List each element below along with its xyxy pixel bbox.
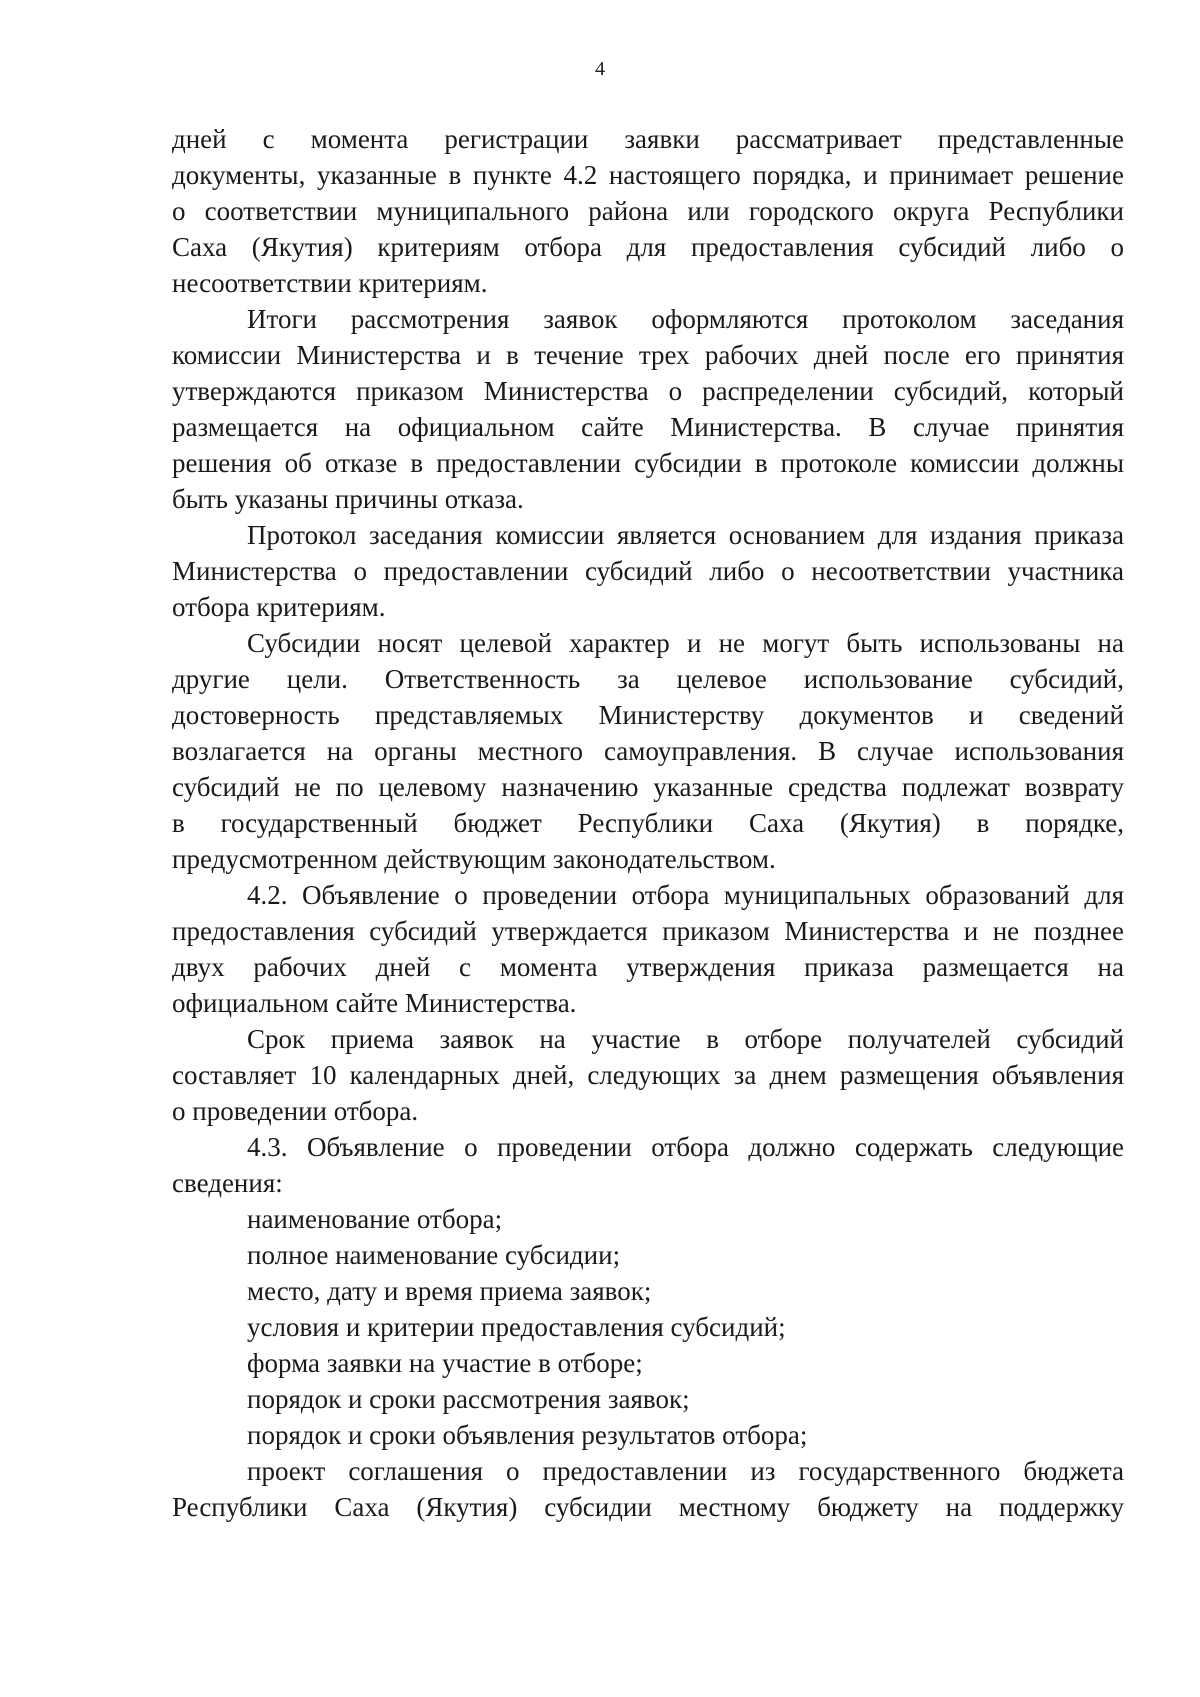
text-line: размещается на официальном сайте Министерства. В случае принятия	[172, 412, 1124, 442]
text-line: о проведении отбора.	[172, 1096, 419, 1126]
text-line: в государственный бюджет Республики Саха (Якутия) в порядке,	[172, 808, 1124, 838]
text-line: проект соглашения о предоставлении из государственного бюджета	[247, 1456, 1124, 1486]
text-line: Итоги рассмотрения заявок оформляются протоколом заседания	[247, 304, 1124, 334]
text-line: составляет 10 календарных дней, следующих за днем размещения объявления	[172, 1060, 1124, 1090]
text-line: двух рабочих дней с момента утверждения приказа размещается на	[172, 952, 1124, 982]
text-line: субсидий не по целевому назначению указанные средства подлежат возврату	[172, 772, 1124, 802]
page-number: 4	[595, 58, 605, 80]
text-line: быть указаны причины отказа.	[172, 484, 524, 514]
text-line: Протокол заседания комиссии является основанием для издания приказа	[247, 520, 1124, 550]
text-line: форма заявки на участие в отборе;	[247, 1348, 643, 1378]
text-line: Республики Саха (Якутия) субсидии местному бюджету на поддержку	[172, 1492, 1124, 1522]
text-line: предоставления субсидий утверждается приказом Министерства и не позднее	[172, 916, 1124, 946]
text-line: сведения:	[172, 1168, 283, 1198]
text-line: Субсидии носят целевой характер и не могут быть использованы на	[247, 628, 1124, 658]
text-line: решения об отказе в предоставлении субсидии в протоколе комиссии должны	[172, 448, 1124, 478]
text-line: дней с момента регистрации заявки рассматривает представленные	[172, 124, 1124, 154]
text-line: несоответствии критериям.	[172, 268, 488, 298]
text-line: 4.2. Объявление о проведении отбора муниципальных образований для	[247, 880, 1124, 910]
text-line: условия и критерии предоставления субсидий;	[247, 1312, 786, 1342]
text-line: утверждаются приказом Министерства о распределении субсидий, который	[172, 376, 1124, 406]
text-line: место, дату и время приема заявок;	[247, 1276, 652, 1306]
text-line: о соответствии муниципального района или городского округа Республики	[172, 196, 1124, 226]
text-line: достоверность представляемых Министерству документов и сведений	[172, 700, 1124, 730]
text-line: наименование отбора;	[247, 1204, 503, 1234]
text-line: порядок и сроки рассмотрения заявок;	[247, 1384, 690, 1414]
text-line: комиссии Министерства и в течение трех рабочих дней после его принятия	[172, 340, 1124, 370]
text-line: порядок и сроки объявления результатов отбора;	[247, 1420, 808, 1450]
text-line: другие цели. Ответственность за целевое использование субсидий,	[172, 664, 1124, 694]
text-line: официальном сайте Министерства.	[172, 988, 577, 1018]
text-line: Министерства о предоставлении субсидий либо о несоответствии участника	[172, 556, 1124, 586]
text-line: полное наименование субсидии;	[247, 1240, 621, 1270]
document-body	[172, 121, 1124, 1525]
text-line: Саха (Якутия) критериям отбора для предоставления субсидий либо о	[172, 232, 1124, 262]
text-line: документы, указанные в пункте 4.2 настоящего порядка, и принимает решение	[172, 160, 1124, 190]
text-line: Срок приема заявок на участие в отборе получателей субсидий	[247, 1024, 1124, 1054]
text-line: отбора критериям.	[172, 592, 386, 622]
text-line: возлагается на органы местного самоуправления. В случае использования	[172, 736, 1124, 766]
text-line: 4.3. Объявление о проведении отбора должно содержать следующие	[247, 1132, 1124, 1162]
text-line: предусмотренном действующим законодательством.	[172, 844, 776, 874]
